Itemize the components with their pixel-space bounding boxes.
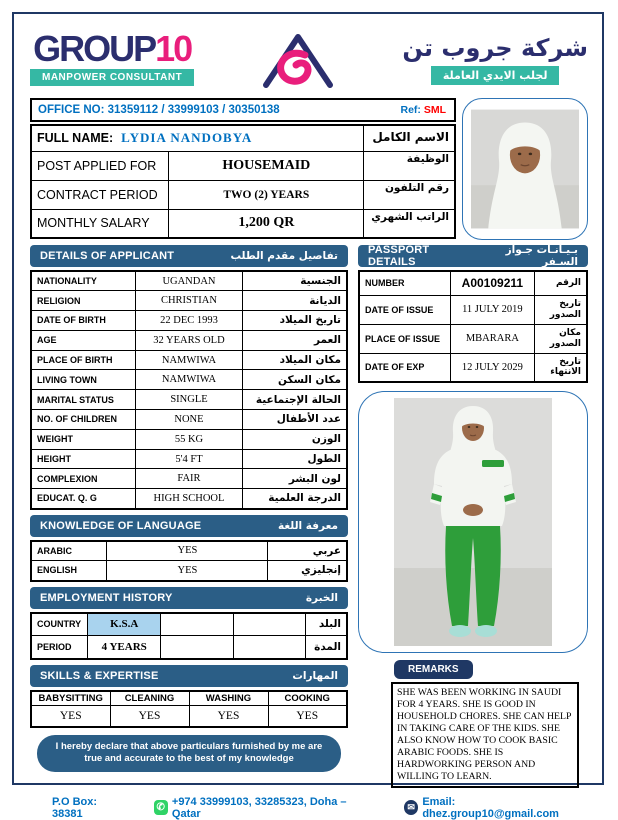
period-label: PERIOD: [31, 636, 88, 659]
marital-status-arabic: الحالة الإجتماعية: [243, 390, 347, 410]
table-row: [31, 541, 347, 561]
table-row: [31, 390, 347, 410]
table-row: [31, 449, 347, 469]
details-of-applicant-header: [30, 245, 348, 267]
passport-number-label: NUMBER: [359, 271, 450, 295]
headshot-photo-frame: [462, 98, 588, 240]
weight-value: 55 KG: [135, 429, 242, 449]
header: [30, 22, 588, 96]
phone-text: +974 33999103, 33285323, Doha – Qatar: [171, 795, 347, 820]
employment-table: [30, 612, 348, 660]
period-arabic: المدة: [306, 636, 347, 659]
arabic-language-value: YES: [107, 541, 268, 561]
remarks-header: REMARKS: [394, 660, 473, 679]
children-value: NONE: [135, 410, 242, 430]
language-table: [30, 540, 348, 582]
babysitting-header: BABYSITTING: [31, 691, 110, 706]
religion-label: RELIGION: [31, 291, 135, 311]
applicant-summary-table: [30, 124, 456, 239]
post-applied-label: POST APPLIED FOR: [31, 151, 169, 180]
country-arabic: البلد: [306, 613, 347, 636]
top-left-block: [30, 98, 456, 240]
passport-table: [358, 270, 588, 383]
monthly-salary-value: 1,200 QR: [169, 209, 364, 238]
skills-title-arabic: المهارات: [292, 669, 338, 682]
complexion-value: FAIR: [135, 469, 242, 489]
place-of-issue-label: PLACE OF ISSUE: [359, 324, 450, 353]
manpower-consultant-ribbon: MANPOWER CONSULTANT: [30, 69, 194, 86]
table-row: [31, 180, 455, 209]
english-language-value: YES: [107, 561, 268, 581]
contract-period-arabic: رقم التلفون: [364, 180, 455, 209]
english-language-label: ENGLISH: [31, 561, 107, 581]
passport-title-arabic: بـيـانـات جـواز السـفر: [505, 243, 578, 268]
nationality-arabic: الجنسية: [243, 271, 347, 291]
passport-title: PASSPORT DETAILS: [368, 244, 430, 268]
passport-number-value: A00109211: [450, 271, 534, 295]
cv-document-page: [12, 12, 604, 820]
company-name-arabic-block: [402, 33, 588, 85]
table-row: [359, 295, 587, 324]
table-row: [31, 691, 347, 706]
ref-text: [400, 104, 446, 116]
office-number-text: OFFICE NO: 31359112 / 33999103 / 30350138: [38, 104, 280, 116]
date-of-exp-value: 12 JULY 2029: [450, 353, 534, 382]
table-row: [359, 353, 587, 382]
table-row: [31, 271, 347, 291]
company-name-arabic: شركة جروب تن: [402, 34, 588, 62]
details-title-arabic: تفاصيل مقدم الطلب: [230, 249, 338, 262]
education-value: HIGH SCHOOL: [135, 489, 242, 509]
country-value-1: K.S.A: [88, 613, 161, 636]
monthly-salary-label: MONTHLY SALARY: [31, 209, 169, 238]
table-row: [31, 291, 347, 311]
skills-expertise-header: [30, 665, 348, 687]
education-label: EDUCAT. Q. G: [31, 489, 135, 509]
table-row: [31, 350, 347, 370]
cleaning-header: CLEANING: [110, 691, 189, 706]
arabic-language-arabic: عربي: [268, 541, 347, 561]
complexion-arabic: لون البشر: [243, 469, 347, 489]
age-value: 32 YEARS OLD: [135, 330, 242, 350]
group10-logo-text: [33, 28, 192, 69]
date-of-exp-arabic: تاريخ الانتهاء: [535, 353, 587, 382]
employment-title: EMPLOYMENT HISTORY: [40, 591, 173, 604]
language-title: KNOWLEDGE OF LANGUAGE: [40, 519, 202, 532]
company-tagline-arabic-ribbon: لجلب الايدي العاملة: [431, 66, 560, 85]
declaration-statement: I hereby declare that above particulars furnished by me are true and accurate to the best of my knowledge: [37, 735, 341, 773]
table-row: [31, 429, 347, 449]
arabic-language-label: ARABIC: [31, 541, 107, 561]
marital-status-value: SINGLE: [135, 390, 242, 410]
country-value-3: [233, 613, 306, 636]
pobox-text: P.O Box: 38381: [52, 795, 98, 820]
babysitting-value: YES: [31, 706, 110, 727]
full-name-label: FULL NAME:: [37, 131, 114, 146]
full-name-value: LYDIA NANDOBYA: [121, 130, 253, 146]
main-content: [30, 245, 588, 788]
date-of-birth-value: 22 DEC 1993: [135, 311, 242, 331]
table-row: [359, 271, 587, 295]
passport-details-header: [358, 245, 588, 267]
date-of-issue-arabic: تاريخ الصدور: [535, 295, 587, 324]
washing-header: WASHING: [189, 691, 268, 706]
age-label: AGE: [31, 330, 135, 350]
living-town-label: LIVING TOWN: [31, 370, 135, 390]
table-row: [31, 311, 347, 331]
passport-number-arabic: الرقم: [535, 271, 587, 295]
ref-label: Ref:: [400, 104, 421, 116]
date-of-issue-label: DATE OF ISSUE: [359, 295, 450, 324]
weight-label: WEIGHT: [31, 429, 135, 449]
cooking-header: COOKING: [268, 691, 347, 706]
full-name-row: [31, 125, 455, 151]
place-of-birth-label: PLACE OF BIRTH: [31, 350, 135, 370]
table-row: [31, 410, 347, 430]
cleaning-value: YES: [110, 706, 189, 727]
height-label: HEIGHT: [31, 449, 135, 469]
country-label: COUNTRY: [31, 613, 88, 636]
fullbody-photo-frame: [358, 391, 588, 653]
table-row: [31, 469, 347, 489]
english-language-arabic: إنجليزي: [268, 561, 347, 581]
post-applied-arabic: الوظيفة: [364, 151, 455, 180]
applicant-fullbody-photo: [394, 398, 552, 646]
place-of-issue-value: MBARARA: [450, 324, 534, 353]
contract-period-value: TWO (2) YEARS: [169, 180, 364, 209]
employment-history-header: [30, 587, 348, 609]
top-row: [30, 98, 588, 240]
table-row: [31, 706, 347, 727]
footer: [30, 796, 588, 820]
place-of-birth-value: NAMWIWA: [135, 350, 242, 370]
place-of-issue-arabic: مكان الصدور: [535, 324, 587, 353]
period-value-1: 4 YEARS: [88, 636, 161, 659]
logo-group-word: GROUP: [33, 28, 156, 69]
height-value: 5'4 FT: [135, 449, 242, 469]
religion-arabic: الديانة: [243, 291, 347, 311]
applicant-details-table: [30, 270, 348, 510]
living-town-value: NAMWIWA: [135, 370, 242, 390]
email-icon: ✉: [404, 800, 418, 815]
logo-10-word: 10: [155, 28, 192, 69]
children-label: NO. OF CHILDREN: [31, 410, 135, 430]
cooking-value: YES: [268, 706, 347, 727]
complexion-label: COMPLEXION: [31, 469, 135, 489]
email-text: Email: dhez.group10@gmail.com: [422, 795, 559, 820]
right-column: [358, 245, 588, 788]
employment-title-arabic: الخبرة: [305, 591, 338, 604]
table-row: [359, 324, 587, 353]
height-arabic: الطول: [243, 449, 347, 469]
full-name-cell: [31, 125, 364, 151]
table-row: [31, 330, 347, 350]
table-row: [31, 151, 455, 180]
living-town-arabic: مكان السكن: [243, 370, 347, 390]
education-arabic: الدرجة العلمية: [243, 489, 347, 509]
nationality-value: UGANDAN: [135, 271, 242, 291]
whatsapp-icon: ✆: [154, 800, 168, 815]
date-of-birth-label: DATE OF BIRTH: [31, 311, 135, 331]
group10-logo: [30, 28, 194, 86]
remarks-text: SHE WAS BEEN WORKING IN SAUDI FOR 4 YEARS. SHE IS GOOD IN HOUSEHOLD CHORES. SHE CAN HELP IN TAKING CARE OF THE KIDS. SHE ALSO KNOW HOW TO COOK BASIC ARABIC FOODS. SHE IS HARDWORKING PERSON AND WILLING TO LEARN.: [391, 682, 579, 788]
applicant-headshot-photo: [471, 108, 579, 230]
post-applied-value: HOUSEMAID: [169, 151, 364, 180]
contract-period-label: CONTRACT PERIOD: [31, 180, 169, 209]
company-logo-mark-icon: [252, 25, 344, 93]
date-of-birth-arabic: تاريخ الميلاد: [243, 311, 347, 331]
monthly-salary-arabic: الراتب الشهري: [364, 209, 455, 238]
table-row: [31, 209, 455, 238]
table-row: [31, 489, 347, 509]
date-of-exp-label: DATE OF EXP: [359, 353, 450, 382]
language-title-arabic: معرفة اللغة: [278, 519, 338, 532]
weight-arabic: الوزن: [243, 429, 347, 449]
table-row: [31, 561, 347, 581]
office-number-bar: [30, 98, 456, 122]
skills-title: SKILLS & EXPERTISE: [40, 669, 159, 682]
place-of-birth-arabic: مكان الميلاد: [243, 350, 347, 370]
ref-value: SML: [423, 104, 446, 116]
details-title: DETAILS OF APPLICANT: [40, 250, 175, 262]
table-row: [31, 370, 347, 390]
country-value-2: [161, 613, 234, 636]
table-row: [31, 613, 347, 636]
date-of-issue-value: 11 JULY 2019: [450, 295, 534, 324]
full-name-arabic: الاسم الكامل: [364, 125, 455, 151]
religion-value: CHRISTIAN: [135, 291, 242, 311]
marital-status-label: MARITAL STATUS: [31, 390, 135, 410]
washing-value: YES: [189, 706, 268, 727]
period-value-2: [161, 636, 234, 659]
table-row: [31, 636, 347, 659]
skills-table: [30, 690, 348, 728]
period-value-3: [233, 636, 306, 659]
children-arabic: عدد الأطفال: [243, 410, 347, 430]
left-column: [30, 245, 348, 788]
age-arabic: العمر: [243, 330, 347, 350]
nationality-label: NATIONALITY: [31, 271, 135, 291]
knowledge-of-language-header: [30, 515, 348, 537]
